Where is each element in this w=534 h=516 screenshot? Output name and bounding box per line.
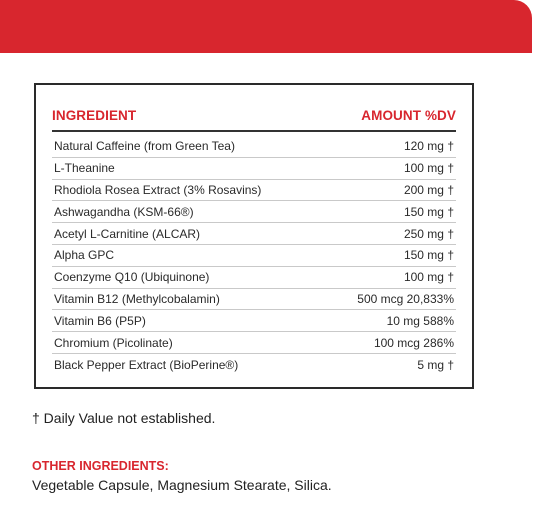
ingredient-name: Natural Caffeine (from Green Tea) bbox=[54, 139, 235, 154]
other-ingredients-title: OTHER INGREDIENTS: bbox=[32, 459, 169, 473]
ingredient-amount: 10 mg 588% bbox=[386, 313, 454, 328]
ingredient-amount: 100 mcg 286% bbox=[373, 335, 454, 350]
header-divider bbox=[52, 130, 456, 132]
top-banner bbox=[0, 0, 532, 53]
ingredient-name: Alpha GPC bbox=[54, 248, 115, 263]
table-row bbox=[52, 354, 456, 376]
ingredient-amount: 100 mg † bbox=[403, 161, 454, 176]
ingredient-amount: 250 mg † bbox=[403, 226, 454, 241]
ingredient-name: L-Theanine bbox=[54, 161, 115, 176]
daily-value-footnote: † Daily Value not established. bbox=[32, 410, 216, 426]
supplement-facts-panel bbox=[34, 83, 474, 389]
ingredient-name: Ashwagandha (KSM-66®) bbox=[54, 204, 194, 219]
ingredient-amount: 5 mg † bbox=[417, 357, 454, 372]
amount-column-header: AMOUNT %DV bbox=[361, 107, 456, 123]
ingredient-name: Vitamin B12 (Methylcobalamin) bbox=[54, 291, 220, 306]
ingredient-rows bbox=[52, 136, 456, 376]
table-row bbox=[52, 267, 456, 289]
ingredient-name: Rhodiola Rosea Extract (3% Rosavins) bbox=[54, 182, 262, 197]
ingredient-amount: 100 mg † bbox=[403, 270, 454, 285]
table-row bbox=[52, 136, 456, 158]
table-row bbox=[52, 180, 456, 202]
table-header bbox=[52, 106, 456, 124]
ingredient-amount: 150 mg † bbox=[403, 248, 454, 263]
ingredient-name: Black Pepper Extract (BioPerine®) bbox=[54, 357, 239, 372]
table-row bbox=[52, 158, 456, 180]
table-row bbox=[52, 289, 456, 311]
table-row bbox=[52, 223, 456, 245]
table-row bbox=[52, 332, 456, 354]
ingredient-name: Chromium (Picolinate) bbox=[54, 335, 173, 350]
ingredient-amount: 200 mg † bbox=[403, 182, 454, 197]
ingredient-name: Vitamin B6 (P5P) bbox=[54, 313, 146, 328]
ingredient-amount: 120 mg † bbox=[403, 139, 454, 154]
ingredient-name: Coenzyme Q10 (Ubiquinone) bbox=[54, 270, 210, 285]
other-ingredients-text: Vegetable Capsule, Magnesium Stearate, Silica. bbox=[32, 477, 332, 493]
table-row bbox=[52, 310, 456, 332]
table-row bbox=[52, 245, 456, 267]
table-row bbox=[52, 201, 456, 223]
ingredient-amount: 500 mcg 20,833% bbox=[357, 291, 454, 306]
ingredient-name: Acetyl L-Carnitine (ALCAR) bbox=[54, 226, 201, 241]
ingredient-amount: 150 mg † bbox=[403, 204, 454, 219]
ingredient-column-header: INGREDIENT bbox=[52, 107, 137, 123]
